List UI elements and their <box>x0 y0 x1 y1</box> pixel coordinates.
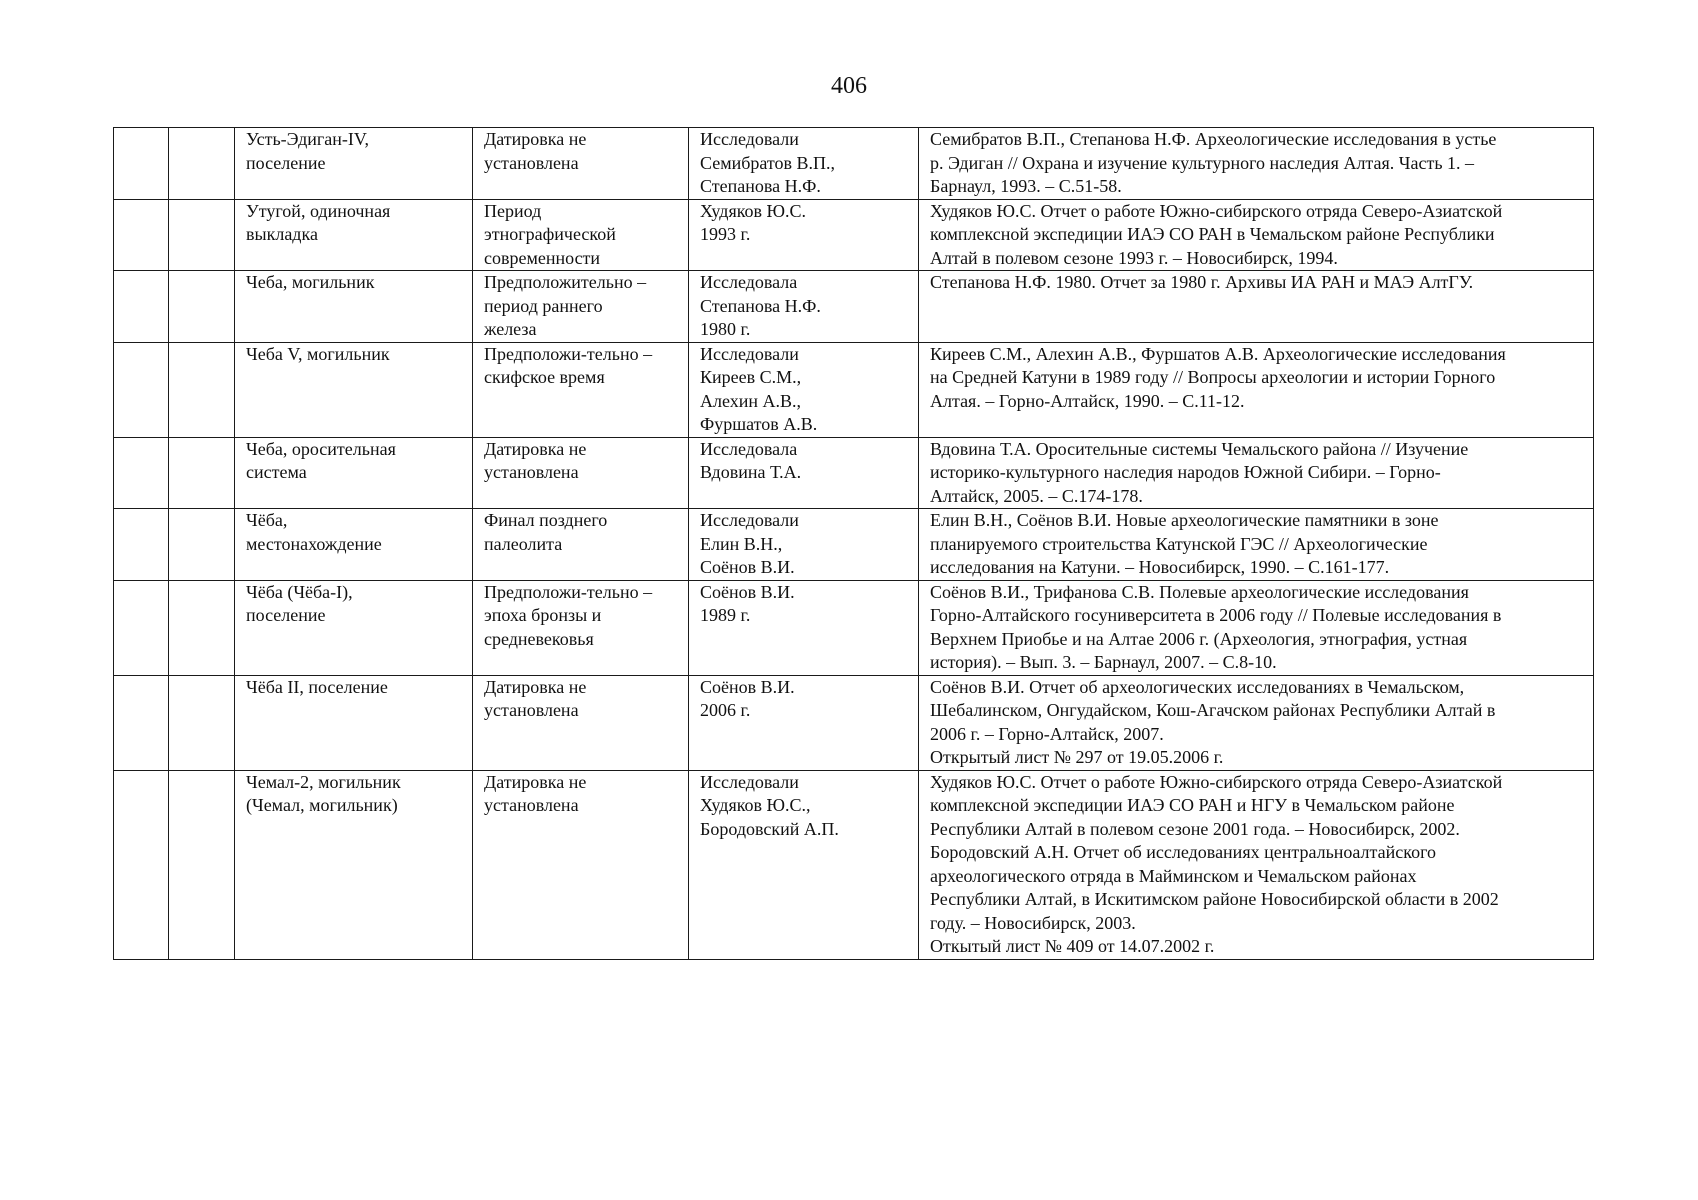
sources-cell: Худяков Ю.С. Отчет о работе Южно-сибирского отряда Северо-Азиатской комплексной экспедиции ИАЭ СО РАН в Чемальском районе Республики Алтай в полевом сезоне 1993 г. – Новосибирск, 1994. <box>919 199 1594 271</box>
code-cell <box>169 199 235 271</box>
sources-cell: Елин В.Н., Соёнов В.И. Новые археологические памятники в зоне планируемого строительства Катунской ГЭС // Археологические исследования на Катуни. – Новосибирск, 1990. – С.161-177. <box>919 509 1594 581</box>
researchers-cell: Исследовали Худяков Ю.С., Бородовский А.П. <box>689 770 919 959</box>
sources-cell: Соёнов В.И. Отчет об археологических исследованиях в Чемальском, Шебалинском, Онгудайском, Кош-Агачском районах Республики Алтай в 2006 г. – Горно-Алтайск, 2007. Открытый лист № 297 от 19.05.2006 г. <box>919 675 1594 770</box>
code-cell <box>169 128 235 200</box>
table-row <box>114 675 1594 770</box>
researchers-cell: Соёнов В.И. 2006 г. <box>689 675 919 770</box>
dating-cell: Предположительно – период раннего железа <box>473 271 689 343</box>
site-cell: Чёба (Чёба-I), поселение <box>235 580 473 675</box>
code-cell <box>169 271 235 343</box>
researchers-cell: Исследовали Елин В.Н., Соёнов В.И. <box>689 509 919 581</box>
researchers-cell: Исследовали Киреев С.М., Алехин А.В., Фуршатов А.В. <box>689 342 919 437</box>
number-cell <box>114 199 169 271</box>
site-cell: Чемал-2, могильник (Чемал, могильник) <box>235 770 473 959</box>
code-cell <box>169 342 235 437</box>
code-cell <box>169 770 235 959</box>
sources-cell: Семибратов В.П., Степанова Н.Ф. Археологические исследования в устье р. Эдиган // Охрана и изучение культурного наследия Алтая. Часть 1. – Барнаул, 1993. – С.51-58. <box>919 128 1594 200</box>
researchers-cell: Худяков Ю.С. 1993 г. <box>689 199 919 271</box>
site-cell: Чеба, оросительная система <box>235 437 473 509</box>
dating-cell: Датировка не установлена <box>473 128 689 200</box>
number-cell <box>114 580 169 675</box>
dating-cell: Датировка не установлена <box>473 437 689 509</box>
sources-cell: Степанова Н.Ф. 1980. Отчет за 1980 г. Архивы ИА РАН и МАЭ АлтГУ. <box>919 271 1594 343</box>
sources-cell: Киреев С.М., Алехин А.В., Фуршатов А.В. Археологические исследования на Средней Катуни в 1989 году // Вопросы археологии и истории Горного Алтая. – Горно-Алтайск, 1990. – С.11-12. <box>919 342 1594 437</box>
table-row <box>114 580 1594 675</box>
site-cell: Утугой, одиночная выкладка <box>235 199 473 271</box>
table-row <box>114 342 1594 437</box>
dating-cell: Датировка не установлена <box>473 675 689 770</box>
site-cell: Чёба, местонахождение <box>235 509 473 581</box>
site-cell: Чеба, могильник <box>235 271 473 343</box>
code-cell <box>169 509 235 581</box>
researchers-cell: Исследовала Вдовина Т.А. <box>689 437 919 509</box>
monuments-table <box>113 127 1594 960</box>
number-cell <box>114 128 169 200</box>
number-cell <box>114 675 169 770</box>
researchers-cell: Исследовала Степанова Н.Ф. 1980 г. <box>689 271 919 343</box>
number-cell <box>114 509 169 581</box>
number-cell <box>114 271 169 343</box>
sources-cell: Худяков Ю.С. Отчет о работе Южно-сибирского отряда Северо-Азиатской комплексной экспедиции ИАЭ СО РАН и НГУ в Чемальском районе Республики Алтай в полевом сезоне 2001 года. – Новосибирск, 2002. Бородовский А.Н. Отчет об исследованиях центральноалтайского археологического отряда в Майминском и Чемальском районах Республики Алтай, в Искитимском районе Новосибирской области в 2002 году. – Новосибирск, 2003. Откытый лист № 409 от 14.07.2002 г. <box>919 770 1594 959</box>
site-cell: Усть-Эдиган-IV, поселение <box>235 128 473 200</box>
number-cell <box>114 342 169 437</box>
table-row <box>114 128 1594 200</box>
sources-cell: Вдовина Т.А. Оросительные системы Чемальского района // Изучение историко-культурного наследия народов Южной Сибири. – Горно- Алтайск, 2005. – С.174-178. <box>919 437 1594 509</box>
code-cell <box>169 437 235 509</box>
site-cell: Чёба II, поселение <box>235 675 473 770</box>
researchers-cell: Исследовали Семибратов В.П., Степанова Н.Ф. <box>689 128 919 200</box>
dating-cell: Период этнографической современности <box>473 199 689 271</box>
table-row <box>114 271 1594 343</box>
code-cell <box>169 675 235 770</box>
dating-cell: Предположи-тельно – скифское время <box>473 342 689 437</box>
dating-cell: Предположи-тельно – эпоха бронзы и средневековья <box>473 580 689 675</box>
researchers-cell: Соёнов В.И. 1989 г. <box>689 580 919 675</box>
table-row <box>114 199 1594 271</box>
number-cell <box>114 437 169 509</box>
table-row <box>114 437 1594 509</box>
page-number: 406 <box>831 73 867 99</box>
number-cell <box>114 770 169 959</box>
table-row <box>114 770 1594 959</box>
table-row <box>114 509 1594 581</box>
sources-cell: Соёнов В.И., Трифанова С.В. Полевые археологические исследования Горно-Алтайского госуниверситета в 2006 году // Полевые исследования в Верхнем Приобье и на Алтае 2006 г. (Археология, этнография, устная история). – Вып. 3. – Барнаул, 2007. – С.8-10. <box>919 580 1594 675</box>
site-cell: Чеба V, могильник <box>235 342 473 437</box>
dating-cell: Финал позднего палеолита <box>473 509 689 581</box>
code-cell <box>169 580 235 675</box>
dating-cell: Датировка не установлена <box>473 770 689 959</box>
